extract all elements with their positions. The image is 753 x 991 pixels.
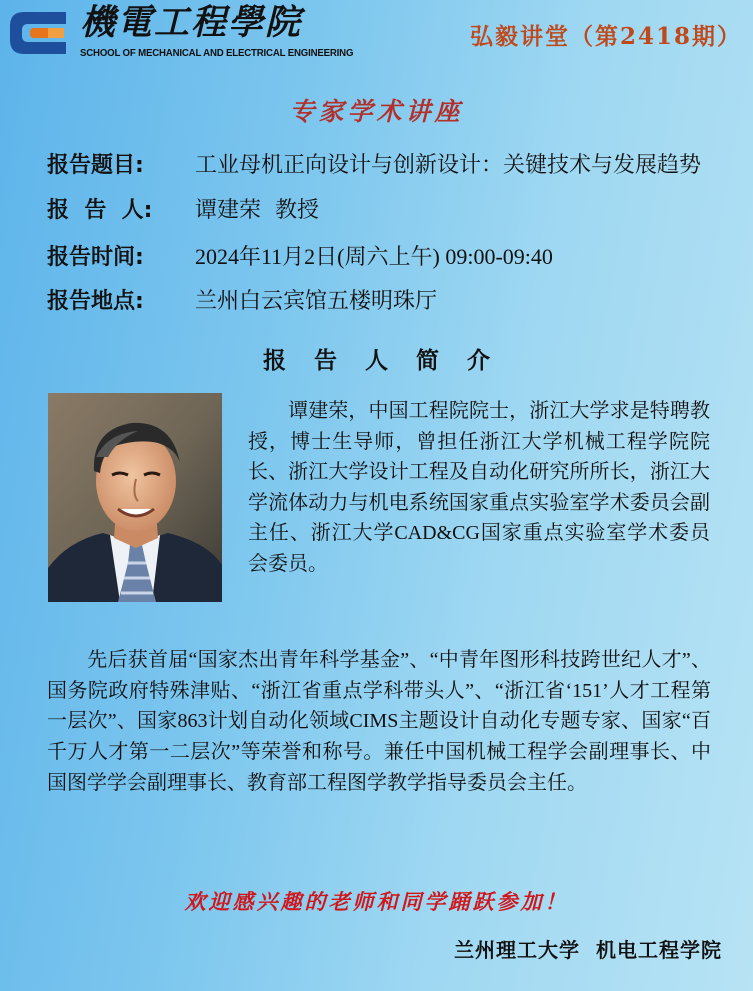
lecture-type-title: 专家学术讲座 <box>289 97 464 126</box>
bio-paragraph-2 <box>47 645 711 799</box>
location-label: 报告地点: <box>47 289 144 314</box>
info-topic-row <box>47 149 701 183</box>
speaker-value: 谭建荣 教授 <box>195 198 319 223</box>
bio-paragraph-2-text: 先后获首届“国家杰出青年科学基金”、“中青年图形科技跨世纪人才”、国务院政府特殊津贴、“浙江省重点学科带头人”、“浙江省‘151’人才工程第一层次”、国家863计划自动化领域CIMS主题设计自动化专题专家、国家“百千万人才第一二层次”等荣誉和称号。兼任中国机械工程学会副理事长、中国图学学会副理事长、教育部工程图学教学指导委员会主任。 <box>47 649 711 794</box>
topic-value: 工业母机正向设计与创新设计：关键技术与发展趋势 <box>195 153 702 178</box>
time-label: 报告时间: <box>47 245 144 270</box>
time-value: 2024年11月2日(周六上午) 09:00-09:40 <box>195 244 553 269</box>
speaker-label: 报 告 人: <box>47 198 153 223</box>
bio-paragraph-1-text: 谭建荣，中国工程院院士，浙江大学求是特聘教授，博士生导师，曾担任浙江大学机械工程学院院长、浙江大学设计工程及自动化研究所所长，浙江大学流体动力与机电系统国家重点实验室学术委员会副主任、浙江大学CAD&CG国家重点实验室学术委员会委员。 <box>248 400 710 575</box>
series-title: 弘毅讲堂（第2418期） <box>469 23 742 50</box>
info-time-row <box>47 240 553 274</box>
welcome-message: 欢迎感兴趣的老师和同学踊跃参加！ <box>184 889 569 914</box>
footer-organizer: 兰州理工大学 机电工程学院 <box>454 938 722 962</box>
speaker-portrait <box>48 393 222 602</box>
info-location-row <box>47 285 437 319</box>
bio-heading: 报告人简介 <box>263 348 518 374</box>
school-name-en: SCHOOL OF MECHANICAL AND ELECTRICAL ENGINEERING <box>80 47 354 59</box>
bio-paragraph-1 <box>248 396 710 579</box>
info-speaker-row <box>47 194 319 228</box>
school-name-cn: 機電工程學院 <box>80 2 303 43</box>
location-value: 兰州白云宾馆五楼明珠厅 <box>195 289 438 314</box>
topic-label: 报告题目: <box>47 153 144 178</box>
